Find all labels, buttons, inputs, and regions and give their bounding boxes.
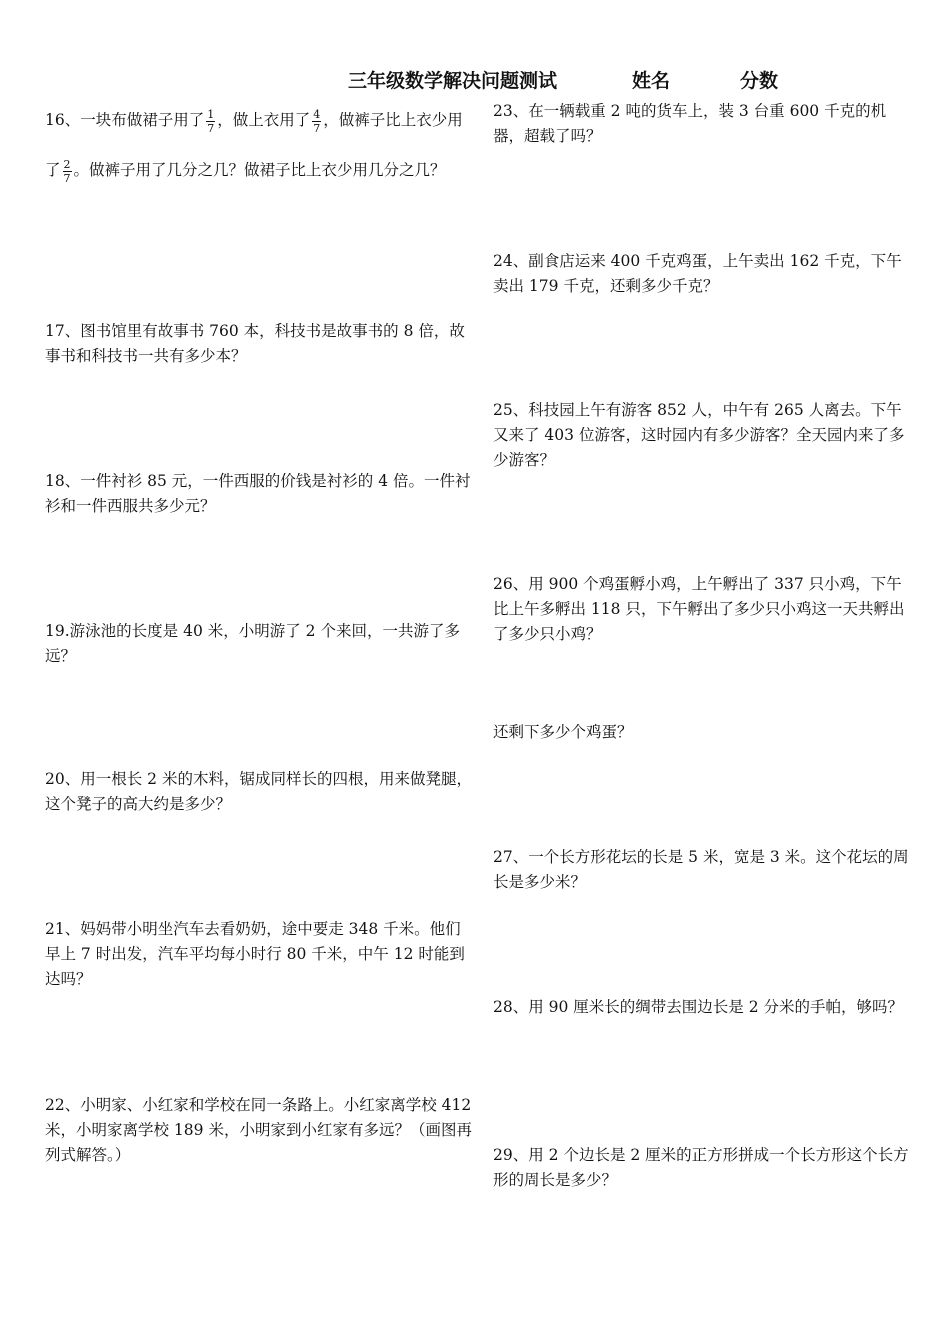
question-21: 21、妈妈带小明坐汽车去看奶奶，途中要走 348 千米。他们早上 7 时出发，汽车平均每小时行 80 千米，中午 12 时能到达吗？: [45, 920, 465, 988]
name-label: 姓名: [632, 70, 671, 92]
question-26-followup: 还剩下多少个鸡蛋？: [493, 723, 633, 741]
question-29: 29、用 2 个边长是 2 厘米的正方形拼成一个长方形这个长方形的周长是多少？: [493, 1146, 909, 1189]
q16-text-1: 16、一块布做裙子用了: [45, 111, 205, 129]
q16-text-3: ，做裤子比上衣少用了: [45, 111, 463, 179]
page-title: 三年级数学解决问题测试: [348, 70, 558, 92]
question-17: 17、图书馆里有故事书 760 本，科技书是故事书的 8 倍，故事书和科技书一共有多少本？: [45, 322, 465, 365]
question-22: 22、小明家、小红家和学校在同一条路上。小红家离学校 412 米，小明家离学校 189 米，小明家到小红家有多远？（画图再列式解答。）: [45, 1096, 472, 1164]
score-label: 分数: [740, 70, 779, 92]
fraction-4-7: $\frac{4}{7}$: [313, 107, 321, 135]
question-19: 19.游泳池的长度是 40 米，小明游了 2 个来回，一共游了多远？: [45, 622, 460, 665]
q16-text-4: 。做裤子用了几分之几？做裙子比上衣少用几分之几？: [73, 161, 446, 179]
question-16: [45, 95, 473, 195]
fraction-2-7: $\frac{2}{7}$: [63, 157, 71, 185]
question-18: 18、一件衬衫 85 元，一件西服的价钱是衬衫的 4 倍。一件衬衫和一件西服共多少元？: [45, 472, 471, 515]
question-26: 26、用 900 个鸡蛋孵小鸡，上午孵出了 337 只小鸡，下午比上午多孵出 118 只，下午孵出了多少只小鸡这一天共孵出了多少只小鸡？: [493, 575, 905, 643]
fraction-1-7: $\frac{1}{7}$: [207, 107, 215, 135]
q16-text-2: ，做上衣用了: [217, 111, 311, 129]
question-25: 25、科技园上午有游客 852 人，中午有 265 人离去。下午又来了 403 位游客，这时园内有多少游客？全天园内来了多少游客？: [493, 401, 905, 469]
question-20: 20、用一根长 2 米的木料，锯成同样长的四根，用来做凳腿，这个凳子的高大约是多少？: [45, 770, 472, 813]
question-23: 23、在一辆载重 2 吨的货车上，装 3 台重 600 千克的机器，超载了吗？: [493, 102, 887, 145]
question-24: 24、副食店运来 400 千克鸡蛋，上午卖出 162 千克，下午卖出 179 千克，还剩多少千克？: [493, 252, 902, 295]
question-28: 28、用 90 厘米长的绸带去围边长是 2 分米的手帕，够吗？: [493, 998, 904, 1016]
question-27: 27、一个长方形花坛的长是 5 米，宽是 3 米。这个花坛的周长是多少米？: [493, 848, 909, 891]
